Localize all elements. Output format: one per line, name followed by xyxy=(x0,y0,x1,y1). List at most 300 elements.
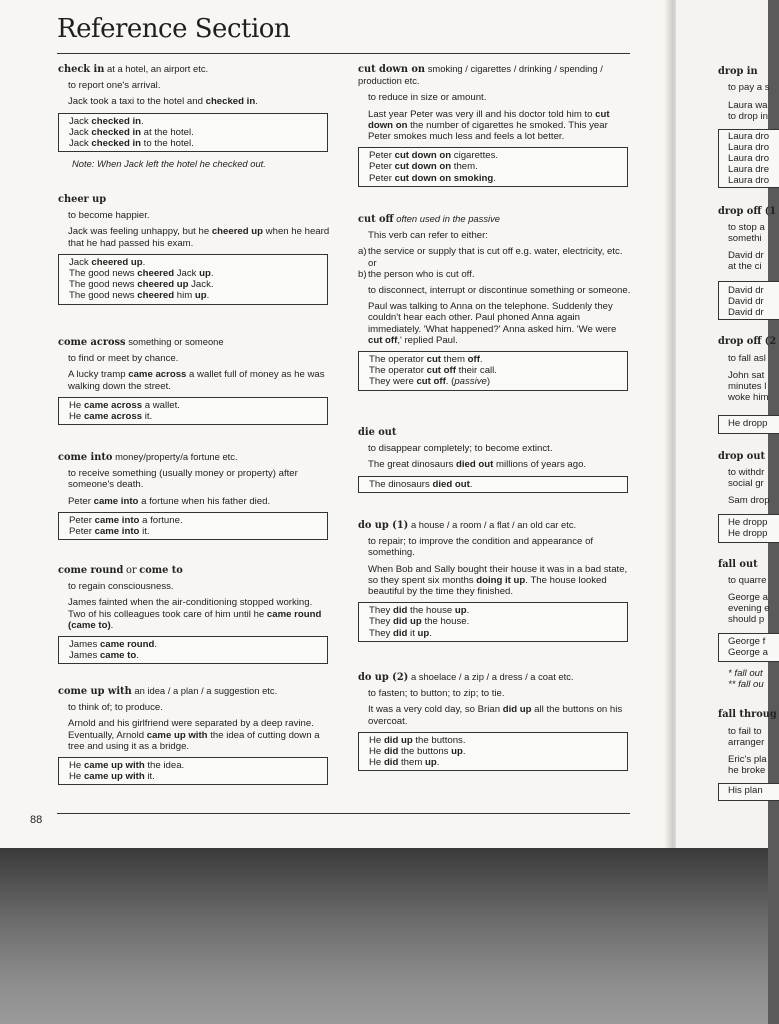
page-number: 88 xyxy=(30,814,43,826)
entry-heading xyxy=(58,63,332,75)
text-run: passive xyxy=(454,376,487,388)
bold-phrase: cut down on xyxy=(368,108,610,131)
bold-phrase: up xyxy=(451,746,463,758)
bold-phrase: came into xyxy=(94,514,140,526)
box-example-line xyxy=(69,127,317,138)
example-box xyxy=(58,113,328,153)
text-run: The dinosaurs xyxy=(369,478,433,490)
box-example-line xyxy=(69,116,317,127)
example-sentence xyxy=(68,369,332,391)
entry xyxy=(358,519,632,648)
bold-phrase: checked in xyxy=(205,96,256,108)
bold-phrase: died out xyxy=(432,478,470,490)
text-run: . xyxy=(462,746,466,758)
bold-phrase: cut down on smoking xyxy=(394,172,494,184)
definition xyxy=(68,210,332,221)
text-fragment: David dr xyxy=(728,307,764,318)
text-run: cigarettes. xyxy=(451,150,499,162)
verb-object: at a hotel, an airport etc. xyxy=(107,63,209,74)
example-sentence xyxy=(368,564,632,598)
bold-phrase: came across xyxy=(128,369,187,381)
bold-phrase: cut xyxy=(426,354,441,366)
text-fragment: to quarre xyxy=(728,575,767,586)
bold-phrase: did xyxy=(393,605,408,617)
text-run: Peter xyxy=(369,150,395,162)
text-run: the buttons. xyxy=(412,734,466,746)
text-fragment: ** fall ou xyxy=(728,679,764,690)
text-run: when he heard that he had passed his exam. xyxy=(68,226,330,249)
text-run: them xyxy=(441,354,468,366)
text-run: the house xyxy=(407,605,455,617)
bold-phrase: doing it up xyxy=(476,574,526,586)
bold-phrase: died out xyxy=(456,459,494,471)
box-example-line xyxy=(369,746,617,757)
text-fragment: to pay a s xyxy=(728,82,770,93)
list-text: the service or supply that is cut off e.g. water, electricity, etc. or xyxy=(368,246,623,269)
text-fragment: arranger xyxy=(728,737,765,748)
text-run: . xyxy=(466,605,470,617)
text-fragment: to stop a xyxy=(728,222,765,233)
box-example-line xyxy=(369,479,617,490)
text-run: Peter xyxy=(369,172,395,184)
bold-phrase: checked in xyxy=(91,126,141,138)
phrasal-verb: drop off (1 xyxy=(718,206,777,217)
text-run: . xyxy=(479,354,483,366)
page-title: Reference Section xyxy=(57,14,291,44)
bold-phrase: off xyxy=(467,354,480,366)
definition xyxy=(368,688,632,699)
text-run: They xyxy=(369,605,393,617)
text-run: The great dinosaurs xyxy=(368,459,456,471)
example-sentence xyxy=(68,718,332,752)
text-fragment: John sat xyxy=(728,370,765,381)
text-run: the idea. xyxy=(144,760,185,772)
box-example-line xyxy=(369,150,617,161)
text-run: at the hotel. xyxy=(141,126,194,138)
entry xyxy=(58,685,332,791)
text-run: Arnold and his girlfriend were separated by a deep ravine. Eventually, Arnold xyxy=(68,718,314,741)
text-run: . ( xyxy=(445,376,455,388)
example-box xyxy=(358,602,628,642)
text-run: Jack. xyxy=(188,279,214,291)
text-run: Jack xyxy=(69,115,92,127)
entry-heading xyxy=(358,63,632,87)
bold-phrase: checked in xyxy=(91,115,141,127)
bold-phrase: did up xyxy=(502,704,532,716)
text-fragment: His plan xyxy=(728,785,763,796)
phrasal-verb: come up with xyxy=(58,686,132,697)
bold-phrase: came round xyxy=(99,639,155,651)
text-run: ,' replied Paul. xyxy=(397,334,458,346)
text-run: the house. xyxy=(421,616,470,628)
text-run: Peter xyxy=(69,526,95,538)
example-sentence xyxy=(368,301,632,346)
example-box xyxy=(358,732,628,772)
bold-phrase: came across xyxy=(83,399,143,411)
bold-phrase: came up with xyxy=(83,771,145,783)
text-fragment: social gr xyxy=(728,478,764,489)
header-rule xyxy=(57,53,630,54)
text-run: millions of years ago. xyxy=(493,459,587,471)
definition xyxy=(368,92,632,103)
entry xyxy=(58,194,332,311)
text-fragment: to withdr xyxy=(728,467,765,478)
text-run: . xyxy=(255,96,258,108)
entry xyxy=(58,336,332,431)
text-run: It was a very cold day, so Brian xyxy=(368,704,503,716)
text-run: He xyxy=(69,760,84,772)
bold-phrase: came to xyxy=(99,650,137,662)
bold-phrase: did up xyxy=(393,616,422,628)
text-run: . xyxy=(142,256,146,268)
text-fragment: woke him xyxy=(728,392,769,403)
text-run: . xyxy=(136,650,139,662)
example-box xyxy=(58,636,328,664)
text-run: him xyxy=(174,290,195,302)
text-fragment: Laura dro xyxy=(728,131,770,142)
text-run: a wallet full of money as he was walking down the street. xyxy=(68,369,325,392)
box-example-line xyxy=(369,757,617,768)
text-run: to report one's arrival. xyxy=(68,80,161,92)
example-sentence xyxy=(68,96,332,107)
text-fragment: minutes l xyxy=(728,381,767,392)
bold-phrase: came round (came to) xyxy=(68,608,322,631)
example-box xyxy=(58,757,328,785)
text-fragment: evening e xyxy=(728,603,770,614)
text-fragment: to fail to xyxy=(728,726,762,737)
box-example-line xyxy=(69,400,317,411)
text-run: them xyxy=(398,757,425,769)
text-run: . The house looked beautiful by the time they finished. xyxy=(368,574,607,598)
text-run: a fortune. xyxy=(139,514,183,526)
text-fragment: * fall out xyxy=(728,668,763,679)
bold-phrase: came into xyxy=(93,495,139,507)
example-sentence xyxy=(368,704,632,726)
definition xyxy=(368,285,632,296)
box-example-line xyxy=(69,650,317,661)
entry xyxy=(58,63,332,169)
entry-heading xyxy=(358,427,632,438)
text-run: When Bob and Sally bought their house it was in a bad state, so they spent six months xyxy=(368,563,628,586)
bold-phrase: cheered xyxy=(137,268,175,280)
text-run: the buttons xyxy=(398,746,452,758)
text-run: Last year Peter was very ill and his doctor told him to xyxy=(368,108,596,120)
text-run: to receive something (usually money or property) after someone's death. xyxy=(68,468,298,491)
text-fragment: Laura dro xyxy=(728,153,770,164)
text-fragment: George f xyxy=(728,636,766,647)
phrasal-verb: do up (2) xyxy=(358,672,409,683)
box-example-line xyxy=(369,365,617,376)
phrasal-verb: drop out xyxy=(718,451,765,462)
example-box xyxy=(358,476,628,493)
text-run: . xyxy=(493,172,496,184)
phrasal-verb: die out xyxy=(358,427,397,438)
entry xyxy=(58,451,332,546)
box-example-line xyxy=(69,515,317,526)
entry xyxy=(358,213,632,397)
text-run: He xyxy=(369,746,384,758)
box-example-line xyxy=(69,138,317,149)
entry-heading xyxy=(58,194,332,205)
bold-phrase: cut off xyxy=(368,334,398,346)
verb-object: money/property/a fortune etc. xyxy=(115,451,238,462)
text-run: to think of; to produce. xyxy=(68,702,163,714)
text-run: to find or meet by chance. xyxy=(68,353,179,365)
text-run: to reduce in size or amount. xyxy=(368,92,487,104)
text-run: to disconnect, interrupt or discontinue something or someone. xyxy=(368,285,631,297)
text-fragment: to drop in xyxy=(728,111,769,122)
bold-phrase: came into xyxy=(94,526,140,538)
text-fragment: David dr xyxy=(728,250,764,261)
phrasal-verb: come into xyxy=(58,452,113,463)
text-fragment: David dr xyxy=(728,296,764,307)
box-example-line xyxy=(369,735,617,746)
text-run: Jack xyxy=(69,126,92,138)
option-list xyxy=(358,246,632,280)
text-run: They xyxy=(369,616,393,628)
text-run: Peter xyxy=(68,495,94,507)
text-fragment: He dropp xyxy=(728,418,768,429)
text-run: They xyxy=(369,627,393,639)
entry-heading xyxy=(58,451,332,463)
text-run: to regain consciousness. xyxy=(68,581,174,593)
box-example-line xyxy=(69,639,317,650)
text-fragment: he broke xyxy=(728,765,766,776)
text-run: James xyxy=(69,639,100,651)
text-fragment: Laura dro xyxy=(728,175,770,186)
text-fragment: David dr xyxy=(728,285,764,296)
example-sentence xyxy=(368,459,632,470)
text-run: The good news xyxy=(69,268,138,280)
text-fragment: George a xyxy=(728,592,769,603)
verb-object: often used in the passive xyxy=(396,213,500,224)
entry-heading xyxy=(58,685,332,697)
text-run: Jack was feeling unhappy, but he xyxy=(68,226,212,238)
box-example-line xyxy=(369,605,617,616)
text-fragment: Sam drop xyxy=(728,495,770,506)
verb-object: a house / a room / a flat / an old car etc. xyxy=(410,519,577,530)
list-marker: b) xyxy=(358,268,367,280)
entry xyxy=(58,565,332,670)
text-fragment: somethi xyxy=(728,233,762,244)
text-fragment: should p xyxy=(728,614,765,625)
entry xyxy=(358,671,632,777)
bold-phrase: cheered xyxy=(137,290,175,302)
bold-phrase: cut off xyxy=(416,376,446,388)
bold-phrase: up xyxy=(425,757,437,769)
bold-phrase: did up xyxy=(383,734,413,746)
bold-phrase: cut down on xyxy=(394,150,452,162)
background-surface xyxy=(0,848,768,1024)
phrasal-verb: check in xyxy=(58,64,105,75)
bold-phrase: did xyxy=(383,757,399,769)
entry-heading xyxy=(358,671,632,683)
box-example-line xyxy=(69,771,317,782)
box-example-line xyxy=(69,290,317,301)
example-box xyxy=(58,397,328,425)
text-run: . xyxy=(110,619,114,631)
text-run: . xyxy=(429,627,432,639)
bold-phrase: up xyxy=(417,627,430,639)
text-run: it xyxy=(407,627,418,639)
bold-phrase: up xyxy=(199,268,211,280)
text-fragment: George a xyxy=(728,647,769,658)
phrasal-verb: drop in xyxy=(718,66,758,77)
box-example-line xyxy=(369,376,617,387)
definition xyxy=(368,443,632,454)
text-fragment: Laura dro xyxy=(728,142,770,153)
text-fragment: Laura dre xyxy=(728,164,770,175)
text-run: the number of cigarettes he smoked. This year Peter smokes much less and feels a lot better. xyxy=(368,119,608,143)
text-run: He xyxy=(69,771,84,783)
text-run: James fainted when the air-conditioning stopped working. Two of his colleagues took care of him until he xyxy=(68,597,313,620)
box-example-line xyxy=(369,628,617,639)
text-run: The good news xyxy=(69,290,138,302)
text-run: He xyxy=(69,399,84,411)
bold-phrase: did xyxy=(383,746,399,758)
text-run: Peter xyxy=(69,514,95,526)
text-run: their call. xyxy=(455,365,497,377)
phrasal-verb: come across xyxy=(58,337,126,348)
or-connector: or xyxy=(125,565,137,576)
bold-phrase: cheered up xyxy=(137,279,189,291)
text-run: Jack xyxy=(174,268,200,280)
text-run: a fortune when his father died. xyxy=(138,495,271,507)
box-example-line xyxy=(69,279,317,290)
text-run: The operator xyxy=(369,365,427,377)
text-run: A lucky tramp xyxy=(68,369,129,381)
usage-note: Note: When Jack left the hotel he checked out. xyxy=(72,158,266,170)
text-run: the idea of cutting down a tree and using it as a bridge. xyxy=(68,729,320,752)
text-run: He xyxy=(369,734,384,746)
definition xyxy=(68,702,332,713)
list-marker: a) xyxy=(358,246,367,258)
text-run: James xyxy=(69,650,100,662)
bold-phrase: cheered up xyxy=(211,226,264,238)
text-run: it. xyxy=(142,411,153,423)
verb-object: a shoelace / a zip / a dress / a coat etc. xyxy=(410,671,574,682)
example-box xyxy=(58,512,328,540)
bold-phrase: up xyxy=(454,605,467,617)
example-sentence xyxy=(368,109,632,143)
entry-heading xyxy=(58,336,332,348)
bold-phrase: cheered up xyxy=(91,256,143,268)
text-run: . xyxy=(436,757,440,769)
verb-object: something or someone xyxy=(128,336,224,347)
bold-phrase: did xyxy=(393,627,408,639)
box-example-line xyxy=(69,526,317,537)
box-example-line xyxy=(69,760,317,771)
entry xyxy=(358,63,632,193)
entry xyxy=(358,427,632,499)
text-run: He xyxy=(369,757,384,769)
phrasal-verb: cut off xyxy=(358,214,394,225)
text-run: . xyxy=(210,268,214,280)
phrasal-verb: do up (1) xyxy=(358,520,409,531)
text-run: The good news xyxy=(69,279,138,291)
text-run: ) xyxy=(486,376,491,388)
bold-phrase: up xyxy=(194,290,207,302)
text-run: . xyxy=(154,639,157,651)
list-item xyxy=(358,246,632,268)
text-fragment: He dropp xyxy=(728,517,768,528)
bold-phrase: came across xyxy=(83,411,143,423)
text-run: it. xyxy=(144,771,155,783)
definition xyxy=(368,536,632,558)
footer-rule xyxy=(57,813,630,814)
text-run: Jack took a taxi to the hotel and xyxy=(68,96,206,108)
box-example-line xyxy=(69,257,317,268)
phrasal-verb: come to xyxy=(139,565,183,576)
verb-object: smoking / cigarettes / drinking / spending / production etc. xyxy=(358,63,603,87)
text-run: to the hotel. xyxy=(141,138,194,150)
text-run: . xyxy=(206,290,210,302)
text-fragment: to fall asl xyxy=(728,353,766,364)
example-sentence xyxy=(68,496,332,507)
text-fragment: Eric's pla xyxy=(728,754,767,765)
text-run: a wallet. xyxy=(142,399,180,411)
text-run: to repair; to improve the condition and appearance of something. xyxy=(368,536,594,559)
box-example-line xyxy=(369,354,617,365)
phrasal-verb: cut down on xyxy=(358,64,426,75)
text-run: The operator xyxy=(369,354,427,366)
phrasal-verb: cheer up xyxy=(58,194,107,205)
text-fragment: He dropp xyxy=(728,528,768,539)
text-run: Peter xyxy=(369,161,395,173)
definition xyxy=(68,353,332,364)
example-box xyxy=(358,351,628,391)
entry-heading xyxy=(358,213,632,225)
text-run: to fasten; to button; to zip; to tie. xyxy=(368,688,505,700)
list-item xyxy=(358,269,632,280)
definition xyxy=(68,581,332,592)
text-run: He xyxy=(69,411,84,423)
bold-phrase: cut off xyxy=(426,365,456,377)
text-run: This verb can refer to either: xyxy=(368,230,488,242)
entry-heading xyxy=(58,565,332,576)
example-box xyxy=(58,254,328,305)
text-run: all the buttons on his overcoat. xyxy=(368,704,623,727)
text-run: They were xyxy=(369,376,417,388)
phrasal-verb: drop off (2 xyxy=(718,336,777,347)
example-sentence xyxy=(68,226,332,248)
text-run: Jack xyxy=(69,256,92,268)
bold-phrase: checked in xyxy=(91,138,141,150)
box-example-line xyxy=(69,411,317,422)
text-run: them. xyxy=(451,161,478,173)
phrasal-verb: fall out xyxy=(718,559,758,570)
text-run: . xyxy=(469,478,473,490)
text-run: it. xyxy=(139,526,150,538)
definition xyxy=(68,468,332,490)
phrasal-verb: come round xyxy=(58,565,124,576)
entry-heading xyxy=(358,519,632,531)
text-fragment: at the ci xyxy=(728,261,762,272)
box-example-line xyxy=(69,268,317,279)
box-example-line xyxy=(369,161,617,172)
text-run: . xyxy=(141,115,144,127)
example-box xyxy=(358,147,628,187)
definition xyxy=(68,80,332,91)
text-run: to become happier. xyxy=(68,210,150,222)
bold-phrase: came up with xyxy=(83,760,145,772)
bold-phrase: came up with xyxy=(146,729,208,741)
box-example-line xyxy=(369,616,617,627)
phrasal-verb: fall throug xyxy=(718,709,777,720)
text-run: Jack xyxy=(69,138,92,150)
example-sentence xyxy=(68,597,332,631)
text-run: Paul was talking to Anna on the telephone. Suddenly they couldn't hear each other. Paul phoned Anna again immediately. 'What happened?' Anna asked him. 'We were xyxy=(368,301,617,335)
